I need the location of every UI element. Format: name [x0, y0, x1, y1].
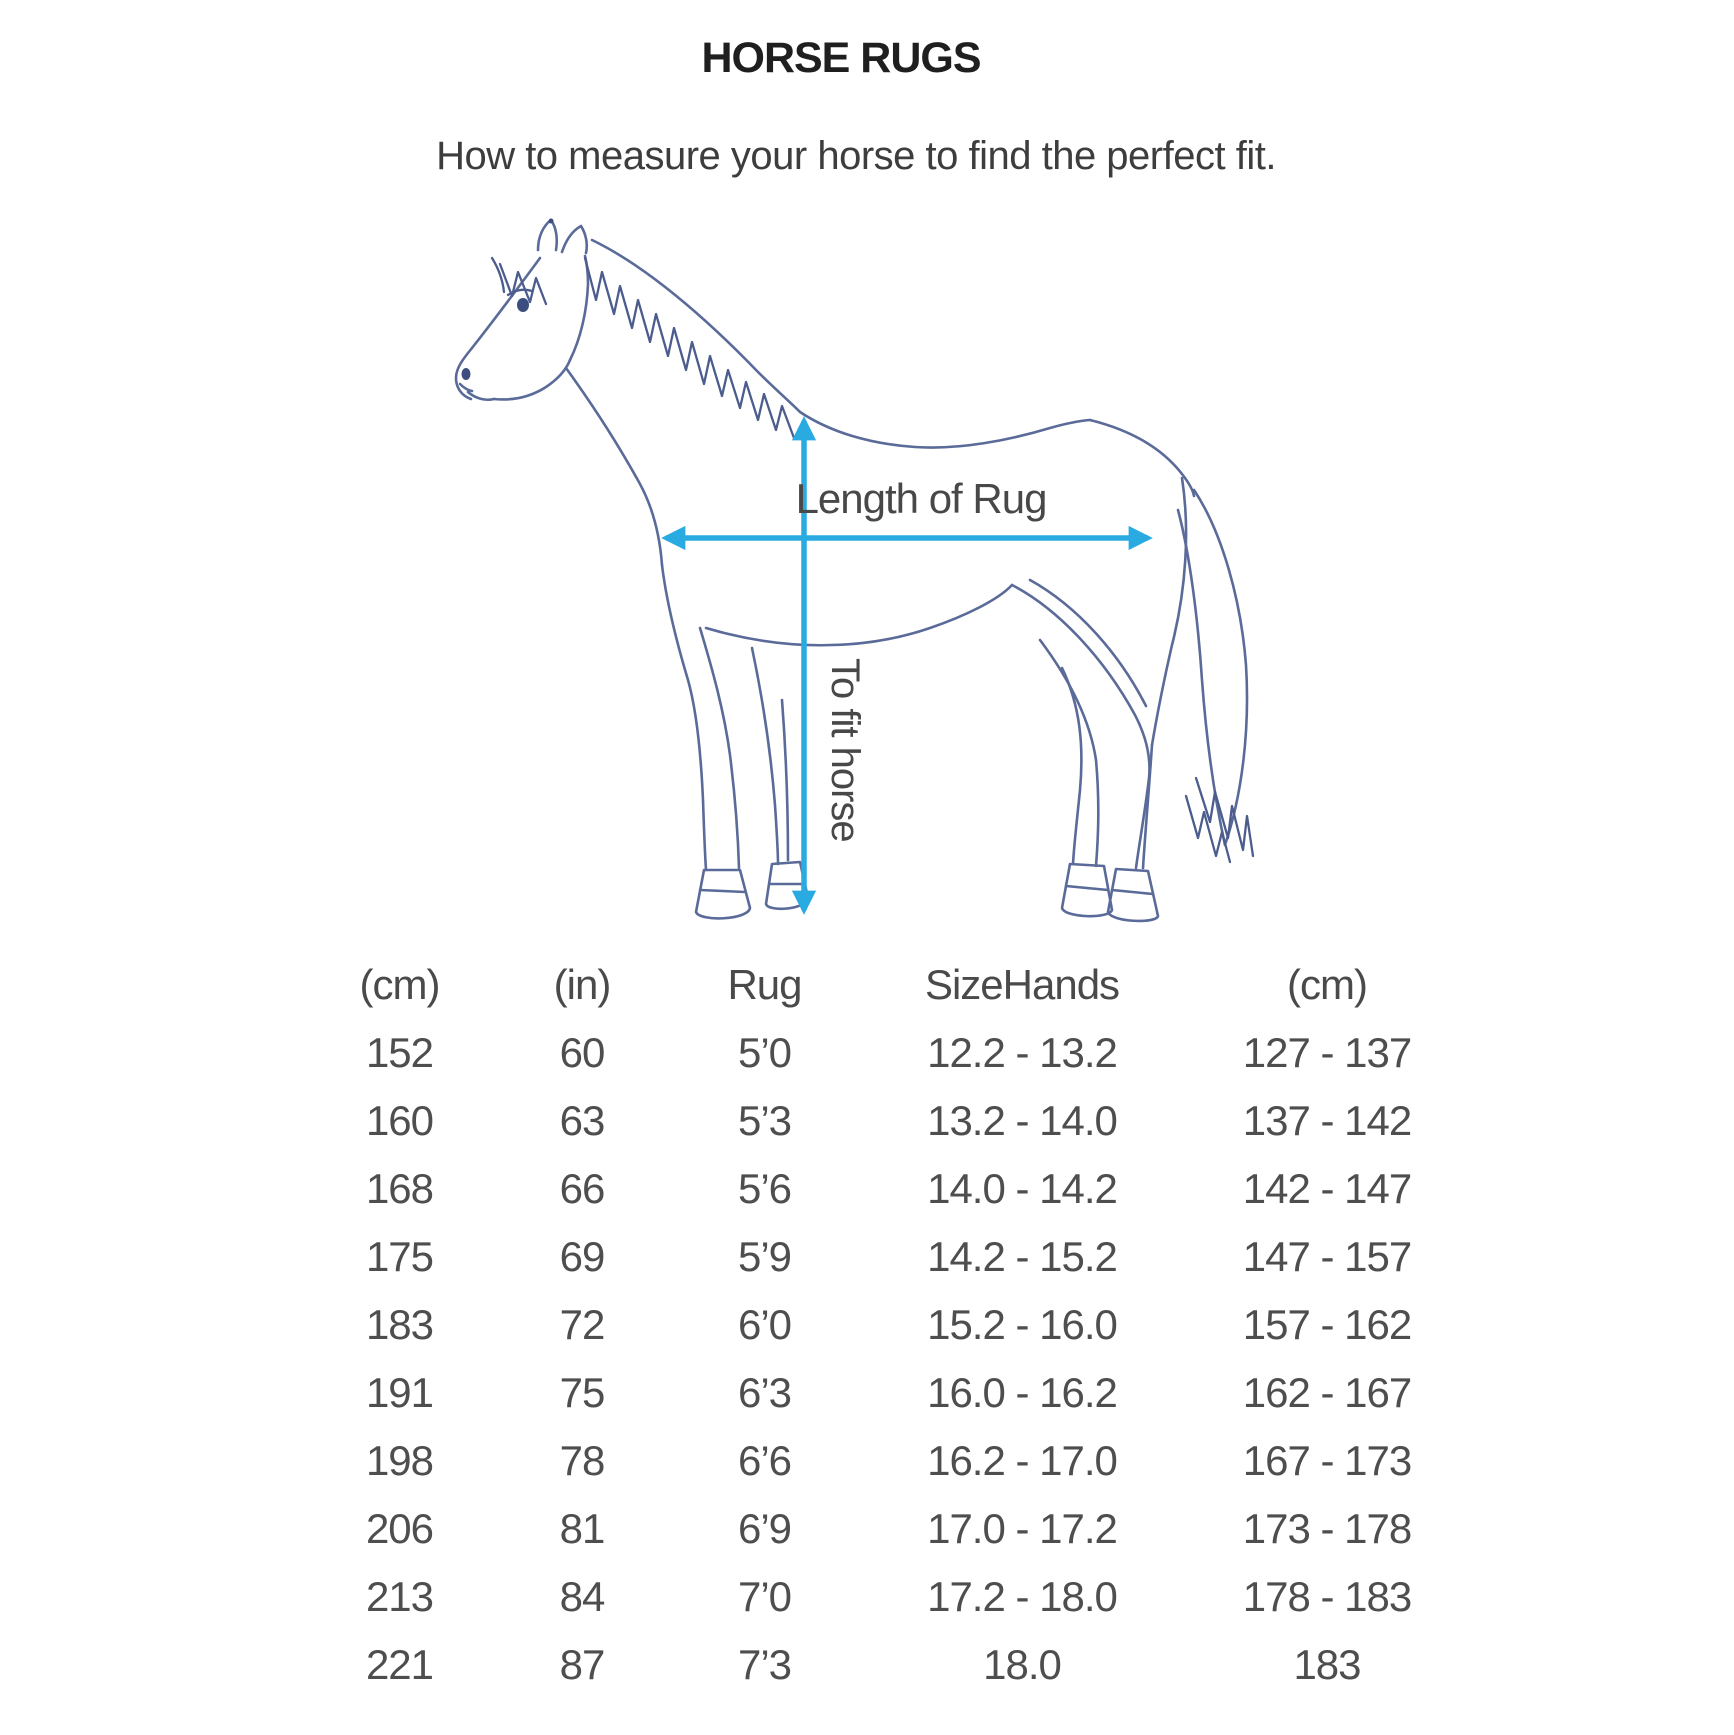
table-cell: 183: [365, 1301, 434, 1348]
measurement-diagram: [380, 180, 1280, 940]
table-cell: 173 - 178: [1242, 1505, 1412, 1552]
table-cell: 213: [365, 1573, 434, 1620]
table-cell: 16.2 - 17.0: [927, 1437, 1117, 1484]
column-header: (cm): [1287, 961, 1367, 1008]
table-cell: 157 - 162: [1242, 1301, 1412, 1348]
column-header: (cm): [359, 961, 440, 1008]
table-cell: 142 - 147: [1242, 1165, 1412, 1212]
table-cell: 5’6: [737, 1165, 792, 1212]
table-cell: 15.2 - 16.0: [927, 1301, 1117, 1348]
page-title: HORSE RUGS: [701, 34, 981, 82]
table-cell: 178 - 183: [1242, 1573, 1412, 1620]
table-cell: 5’9: [737, 1233, 792, 1280]
table-cell: 183: [1293, 1641, 1361, 1688]
table-cell: 12.2 - 13.2: [927, 1029, 1117, 1076]
table-cell: 167 - 173: [1242, 1437, 1412, 1484]
table-cell: 66: [559, 1165, 605, 1212]
table-cell: 17.0 - 17.2: [927, 1505, 1117, 1552]
horse-mane: [492, 258, 1253, 862]
table-cell: 206: [365, 1505, 434, 1552]
table-cell: 152: [365, 1029, 434, 1076]
table-cell: 14.0 - 14.2: [927, 1165, 1117, 1212]
table-cell: 127 - 137: [1242, 1029, 1412, 1076]
table-cell: 160: [365, 1097, 434, 1144]
column-header: Rug: [727, 961, 802, 1008]
table-cell: 63: [559, 1097, 605, 1144]
table-cell: 7’0: [737, 1573, 792, 1620]
table-cell: 168: [365, 1165, 434, 1212]
table-cell: 5’3: [737, 1097, 792, 1144]
table-cell: 7’3: [737, 1641, 792, 1688]
table-cell: 84: [559, 1573, 605, 1620]
table-cell: 162 - 167: [1242, 1369, 1412, 1416]
size-table: [322, 951, 1452, 1699]
table-cell: 17.2 - 18.0: [927, 1573, 1117, 1620]
to-fit-horse-label: To fit horse: [823, 658, 867, 842]
table-cell: 191: [365, 1369, 434, 1416]
table-cell: 81: [559, 1505, 605, 1552]
table-cell: 69: [559, 1233, 605, 1280]
table-cell: 6’0: [737, 1301, 792, 1348]
table-cell: 72: [559, 1301, 605, 1348]
table-cell: 5’0: [737, 1029, 792, 1076]
subtitle: How to measure your horse to find the perfect fit.: [436, 134, 1276, 178]
table-cell: 6’6: [737, 1437, 792, 1484]
table-cell: 147 - 157: [1242, 1233, 1412, 1280]
table-cell: 221: [365, 1641, 434, 1688]
table-cell: 16.0 - 16.2: [927, 1369, 1117, 1416]
table-cell: 175: [365, 1233, 434, 1280]
table-cell: 75: [559, 1369, 605, 1416]
column-header: (in): [553, 961, 611, 1008]
horse-line-art: [380, 180, 1280, 940]
table-cell: 87: [559, 1641, 605, 1688]
table-cell: 60: [559, 1029, 605, 1076]
length-of-rug-label: Length of Rug: [795, 475, 1047, 522]
table-cell: 18.0: [983, 1641, 1061, 1688]
table-cell: 6’9: [737, 1505, 792, 1552]
table-cell: 13.2 - 14.0: [927, 1097, 1117, 1144]
table-cell: 198: [365, 1437, 434, 1484]
table-cell: 14.2 - 15.2: [927, 1233, 1117, 1280]
table-cell: 137 - 142: [1242, 1097, 1412, 1144]
table-cell: 6’3: [737, 1369, 792, 1416]
column-header: SizeHands: [924, 961, 1120, 1008]
table-cell: 78: [559, 1437, 605, 1484]
